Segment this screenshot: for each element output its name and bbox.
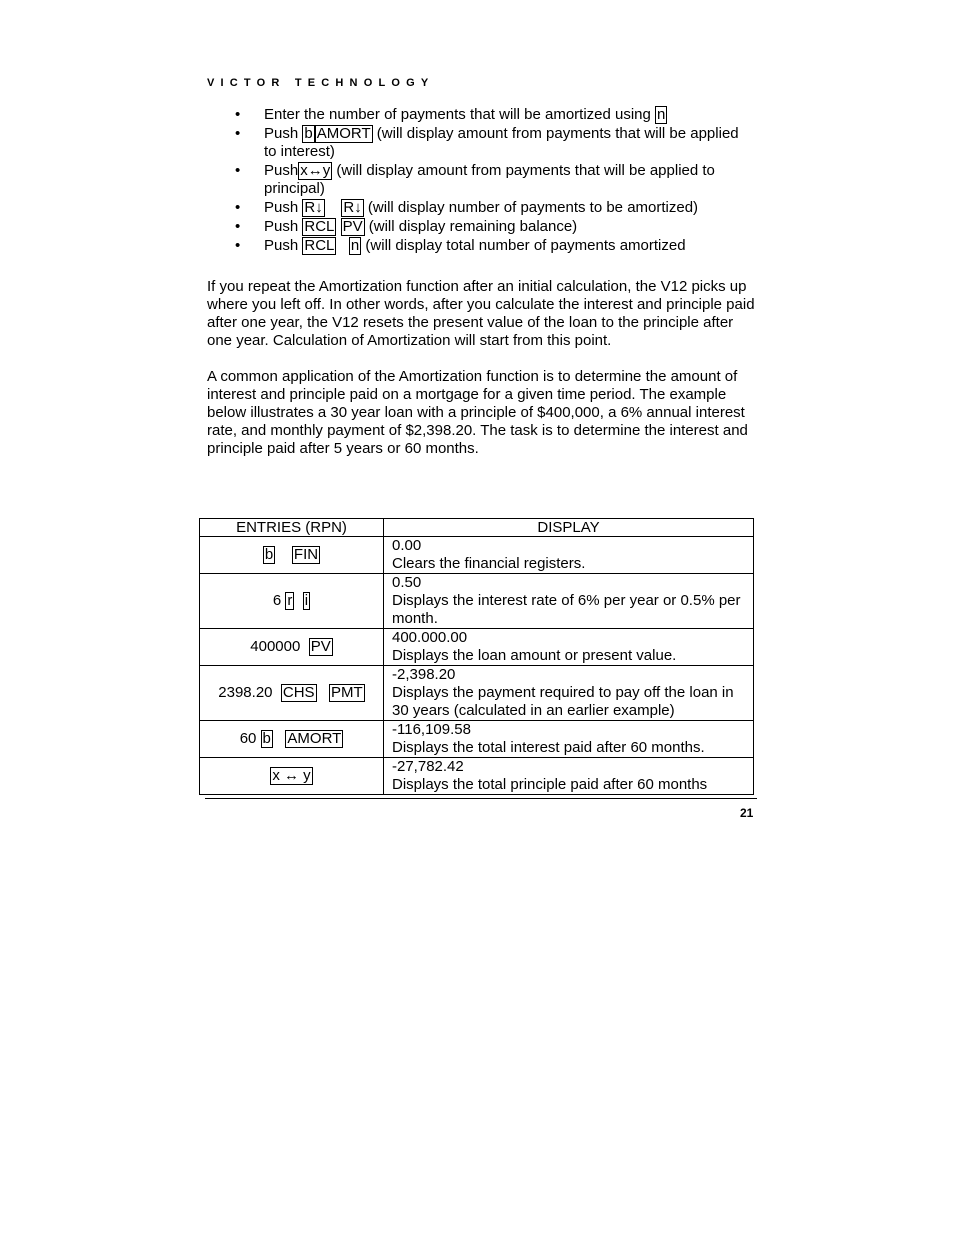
display-cell [384, 574, 754, 629]
key-rcl: RCL [304, 237, 335, 254]
display-value: 0.00 [392, 537, 422, 554]
display-value: 400.000.00 [392, 629, 468, 646]
entry-number: 400000 [250, 638, 301, 655]
key-x-swap-y: x↔y [300, 162, 331, 179]
display-cell [384, 629, 754, 666]
key-fin: FIN [293, 546, 319, 563]
paragraph-repeat: If you repeat the Amortization function after an initial calculation, the V12 picks up where you left off. In other words, after you calculate the interest and principle paid after one year, the V12 resets the present value of the loan to the principle after one year. Calculation of Amortization will start from this point. [207, 278, 755, 349]
entry-cell [200, 629, 384, 666]
entries-table [199, 518, 754, 795]
key-n: n [657, 106, 666, 123]
column-header-entries: ENTRIES (RPN) [200, 519, 384, 537]
bullet-list [207, 106, 755, 256]
bullet-text: (will display amount from payments that will be applied to interest) [264, 125, 739, 160]
table-row [200, 574, 754, 629]
page-number: 21 [740, 806, 754, 820]
bullet-push: Push [264, 162, 299, 179]
key-r: r [287, 592, 293, 609]
display-description: Displays the loan amount or present value. [392, 647, 677, 664]
key-b: b [304, 125, 313, 142]
entry-number: 2398.20 [218, 684, 273, 701]
column-header-display: DISPLAY [384, 519, 754, 537]
entry-cell [200, 537, 384, 574]
display-cell [384, 666, 754, 721]
display-value: -27,782.42 [392, 758, 464, 775]
entry-number: 60 [239, 730, 257, 747]
bullet-dot: • [235, 162, 241, 179]
table-row [200, 629, 754, 666]
bullet-text: (will display amount from payments that will be applied to principal) [264, 162, 715, 197]
display-description: Displays the total principle paid after 60 months [392, 776, 708, 793]
entry-cell [200, 721, 384, 758]
key-pv: PV [310, 638, 331, 655]
display-value: -2,398.20 [392, 666, 456, 683]
entry-cell [200, 666, 384, 721]
bullet-push: Push [264, 199, 299, 216]
display-value: -116,109.58 [392, 721, 471, 738]
entry-number: 6 [272, 592, 282, 609]
key-amort: AMORT [316, 125, 371, 142]
key-n: n [350, 237, 360, 254]
table-row [200, 758, 754, 795]
key-b: b [262, 730, 271, 747]
running-header: VICTOR TECHNOLOGY [207, 77, 435, 89]
display-description: Displays the interest rate of 6% per year or 0.5% per month. [392, 592, 741, 627]
bullet-item [207, 218, 755, 236]
display-description: Displays the payment required to pay off the loan in 30 years (calculated in an earlier example) [392, 684, 734, 719]
display-description: Clears the financial registers. [392, 555, 586, 572]
entry-cell [200, 574, 384, 629]
paragraph-example: A common application of the Amortization function is to determine the amount of interest and principle paid on a mortgage for a given time period. The example below illustrates a 30 year loan with a principle of $400,000, a 6% annual interest rate, and monthly payment of $2,398.20. The task is to determine the interest and principle paid after 5 years or 60 months. [207, 368, 748, 457]
table-row [200, 537, 754, 574]
bullet-dot: • [235, 237, 241, 254]
display-cell [384, 758, 754, 795]
display-description: Displays the total interest paid after 60 months. [392, 739, 705, 756]
bullet-text: (will display remaining balance) [368, 218, 578, 235]
bullet-item [207, 237, 755, 255]
bullet-push: Push [264, 218, 299, 235]
entry-cell [200, 758, 384, 795]
key-pmt: PMT [331, 684, 363, 701]
bullet-item [207, 106, 755, 124]
bullet-text: (will display total number of payments amortized [365, 237, 686, 254]
bullet-push: Push [264, 237, 299, 254]
key-b: b [264, 546, 274, 563]
display-cell [384, 721, 754, 758]
key-chs: CHS [282, 684, 315, 701]
key-amort: AMORT [287, 730, 342, 747]
bullet-dot: • [235, 125, 241, 142]
bullet-push: Push [264, 125, 299, 142]
bullet-item [207, 162, 755, 198]
key-roll-down: R↓ [343, 199, 362, 216]
table-row [200, 721, 754, 758]
bullet-dot: • [235, 106, 241, 123]
footer-rule [205, 798, 757, 799]
key-x-swap-y: x ↔ y [272, 767, 311, 784]
bullet-dot: • [235, 218, 241, 235]
key-roll-down: R↓ [304, 199, 323, 216]
bullet-item [207, 125, 755, 161]
bullet-text: Enter the number of payments that will be amortized using [264, 106, 651, 123]
bullet-text: (will display number of payments to be amortized) [367, 199, 699, 216]
table-row [200, 666, 754, 721]
bullet-item [207, 199, 755, 217]
key-pv: PV [342, 218, 363, 235]
bullet-dot: • [235, 199, 241, 216]
display-value: 0.50 [392, 574, 422, 591]
table-header-row [200, 519, 754, 537]
display-cell [384, 537, 754, 574]
key-i: i [304, 592, 309, 609]
key-rcl: RCL [304, 218, 335, 235]
